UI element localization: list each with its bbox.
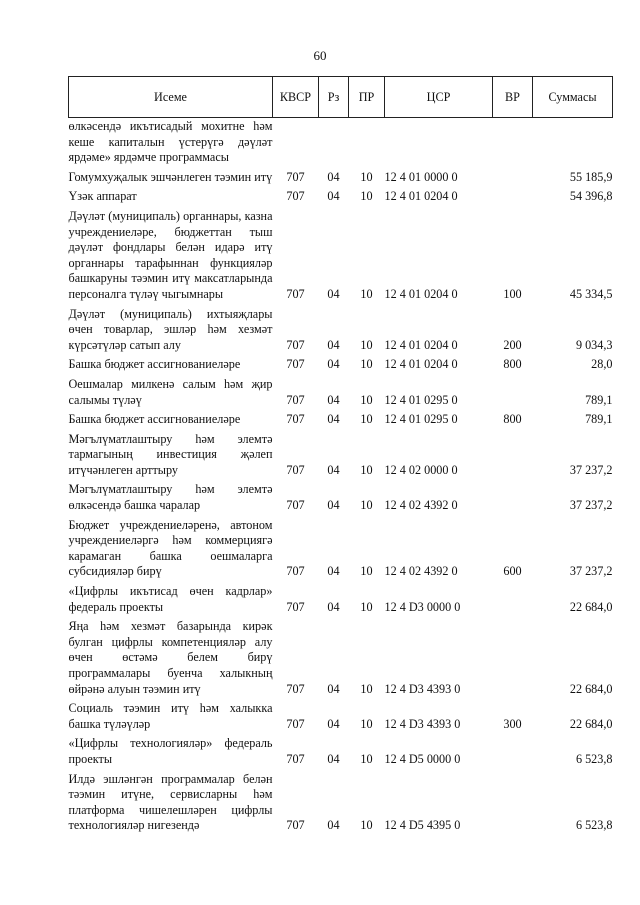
row-vr: 800 — [503, 357, 522, 372]
row-sum: 22 684,0 — [569, 681, 613, 696]
row-rz: 04 — [327, 392, 340, 407]
row-sum: 789,1 — [585, 412, 613, 427]
row-pr: 10 — [360, 357, 373, 372]
row-name: Үзәк аппарат — [68, 189, 137, 204]
row-sum: 55 185,9 — [569, 169, 613, 184]
row-name: Гомумхуҗалык эшчәнлеген тәэмин итү — [68, 169, 273, 184]
row-vr — [493, 481, 533, 516]
row-csr: 12 4 D3 4393 0 — [384, 716, 461, 731]
row-sum: 789,1 — [585, 392, 613, 407]
row-csr — [385, 118, 493, 169]
row-name: Мәгълүматлаштыру һәм элемтә тармагының инвестиция җәлеп итүчәнлеген арттыру — [68, 431, 273, 477]
row-sum: 22 684,0 — [569, 716, 613, 731]
row-name: «Цифрлы икътисад өчен кадрлар» федераль проекты — [68, 584, 273, 614]
page-number: 60 — [313, 48, 327, 63]
row-pr: 10 — [360, 751, 373, 766]
row-sum: 9 034,3 — [575, 337, 613, 352]
row-csr: 12 4 D3 0000 0 — [384, 599, 461, 614]
row-rz: 04 — [327, 716, 340, 731]
row-name: «Цифрлы технологияләр» федераль проекты — [68, 736, 273, 766]
row-pr: 10 — [360, 818, 373, 833]
row-csr: 12 4 01 0295 0 — [384, 412, 458, 427]
table-header — [69, 77, 613, 118]
row-rz: 04 — [327, 169, 340, 184]
header-vr: ВР — [493, 77, 533, 118]
row-vr — [493, 618, 533, 700]
row-rz: 04 — [327, 751, 340, 766]
budget-table — [68, 76, 613, 837]
row-csr: 12 4 02 0000 0 — [384, 462, 458, 477]
row-vr — [493, 431, 533, 482]
row-kvsr: 707 — [286, 462, 305, 477]
row-rz: 04 — [327, 564, 340, 579]
row-kvsr: 707 — [286, 412, 305, 427]
row-sum: 6 523,8 — [575, 818, 613, 833]
row-sum: 22 684,0 — [569, 599, 613, 614]
row-rz: 04 — [327, 286, 340, 301]
row-pr: 10 — [360, 599, 373, 614]
header-name: Исеме — [69, 77, 273, 118]
row-sum: 45 334,5 — [569, 286, 613, 301]
row-rz: 04 — [327, 462, 340, 477]
row-rz — [319, 118, 349, 169]
row-vr — [493, 735, 533, 770]
table-row — [69, 376, 613, 411]
table-row — [69, 583, 613, 618]
header-csr: ЦСР — [385, 77, 493, 118]
row-csr: 12 4 01 0204 0 — [384, 286, 458, 301]
row-vr: 600 — [503, 564, 522, 579]
row-rz: 04 — [327, 357, 340, 372]
table-row — [69, 481, 613, 516]
table-row — [69, 306, 613, 357]
row-pr: 10 — [360, 412, 373, 427]
row-pr: 10 — [360, 681, 373, 696]
row-pr: 10 — [360, 189, 373, 204]
row-kvsr: 707 — [286, 681, 305, 696]
row-vr: 100 — [503, 286, 522, 301]
row-rz: 04 — [327, 818, 340, 833]
row-rz: 04 — [327, 681, 340, 696]
row-name: Бюджет учреждениеләренә, автоном учреждениеләргә һәм коммерциягә карамаган башка оешмаларга субсидияләр бирү — [68, 517, 273, 579]
row-vr: 200 — [503, 337, 522, 352]
row-pr: 10 — [360, 716, 373, 731]
row-csr: 12 4 01 0204 0 — [384, 357, 458, 372]
row-name: Мәгълүматлаштыру һәм элемтә өлкәсендә башка чаралар — [68, 482, 273, 513]
row-kvsr: 707 — [286, 189, 305, 204]
row-sum: 37 237,2 — [569, 498, 613, 513]
row-pr: 10 — [360, 286, 373, 301]
row-rz: 04 — [327, 189, 340, 204]
table-row — [69, 169, 613, 189]
row-vr — [493, 169, 533, 189]
row-kvsr: 707 — [286, 599, 305, 614]
table-row — [69, 771, 613, 837]
row-pr: 10 — [360, 169, 373, 184]
row-sum: 37 237,2 — [569, 564, 613, 579]
row-vr — [493, 188, 533, 208]
row-rz: 04 — [327, 498, 340, 513]
table-row — [69, 431, 613, 482]
row-rz: 04 — [327, 599, 340, 614]
row-vr — [493, 771, 533, 837]
row-kvsr: 707 — [286, 751, 305, 766]
row-name: Дәүләт (муниципаль) органнары, казна учреждениеләре, бюджеттан тыш дәүләт фондлары белән идарә итү органнары тарафыннан функцияләр башкаруны тәэмин итү максатларында персоналга түләү чыгымнары — [68, 208, 273, 301]
row-pr — [349, 118, 385, 169]
row-sum: 6 523,8 — [575, 751, 613, 766]
table-body — [69, 118, 613, 837]
row-name: Башка бюджет ассигнованиеләре — [68, 412, 241, 427]
table-row — [69, 735, 613, 770]
row-kvsr: 707 — [286, 716, 305, 731]
row-kvsr — [273, 118, 319, 169]
table-row — [69, 517, 613, 583]
table-row — [69, 618, 613, 700]
table-row — [69, 356, 613, 376]
row-name: Башка бюджет ассигнованиеләре — [68, 357, 241, 372]
header-sum: Суммасы — [533, 77, 613, 118]
table-row — [69, 208, 613, 306]
header-rz: Рз — [319, 77, 349, 118]
row-kvsr: 707 — [286, 337, 305, 352]
row-vr: 800 — [503, 412, 522, 427]
table-row — [69, 700, 613, 735]
row-pr: 10 — [360, 337, 373, 352]
row-kvsr: 707 — [286, 818, 305, 833]
row-sum: 54 396,8 — [569, 189, 613, 204]
row-name: Илдә эшләнгән программалар белән тәэмин итүне, сервисларны һәм платформа чишелешләрен цифрлы технологияләр нигезендә — [68, 771, 273, 833]
row-pr: 10 — [360, 462, 373, 477]
row-csr: 12 4 02 4392 0 — [384, 564, 458, 579]
row-name: Яңа һәм хезмәт базарында кирәк булган цифрлы компетенцияләр алу өчен өстәмә белем бирү программалары буенча халыкның өйрәнә алуын тәэмин итү — [68, 619, 273, 696]
row-name: Дәүләт (муниципаль) ихтыяҗлары өчен товарлар, эшләр һәм хезмәт күрсәтүләр сатып алу — [68, 306, 273, 352]
row-csr: 12 4 01 0204 0 — [384, 337, 458, 352]
row-csr: 12 4 D5 0000 0 — [384, 751, 461, 766]
row-sum: 37 237,2 — [569, 462, 613, 477]
header-kvsr: КВСР — [273, 77, 319, 118]
row-kvsr: 707 — [286, 392, 305, 407]
row-csr: 12 4 D5 4395 0 — [384, 818, 461, 833]
row-kvsr: 707 — [286, 498, 305, 513]
table-row — [69, 411, 613, 431]
row-kvsr: 707 — [286, 169, 305, 184]
row-csr: 12 4 02 4392 0 — [384, 498, 458, 513]
row-kvsr: 707 — [286, 564, 305, 579]
header-pr: ПР — [349, 77, 385, 118]
row-vr — [493, 118, 533, 169]
table-row — [69, 188, 613, 208]
row-sum: 28,0 — [591, 357, 613, 372]
row-sum — [533, 118, 613, 169]
row-name: Социаль тәэмин итү һәм халыкка башка түләүләр — [68, 701, 273, 731]
table-row — [69, 118, 613, 169]
row-vr — [493, 376, 533, 411]
row-vr — [493, 583, 533, 618]
row-name: Оешмалар милкенә салым һәм җир салымы түләү — [68, 376, 273, 407]
row-kvsr: 707 — [286, 357, 305, 372]
row-kvsr: 707 — [286, 286, 305, 301]
row-pr: 10 — [360, 564, 373, 579]
row-rz: 04 — [327, 412, 340, 427]
row-csr: 12 4 01 0000 0 — [384, 169, 458, 184]
row-name: өлкәсендә икътисадый мохитне һәм кеше капиталын үстерүгә дәүләт ярдәме» ярдәмче программасы — [68, 119, 273, 165]
row-rz: 04 — [327, 337, 340, 352]
row-csr: 12 4 01 0204 0 — [384, 189, 458, 204]
row-pr: 10 — [360, 392, 373, 407]
row-pr: 10 — [360, 498, 373, 513]
row-vr: 300 — [503, 716, 522, 731]
row-csr: 12 4 D3 4393 0 — [384, 681, 461, 696]
row-csr: 12 4 01 0295 0 — [384, 392, 458, 407]
